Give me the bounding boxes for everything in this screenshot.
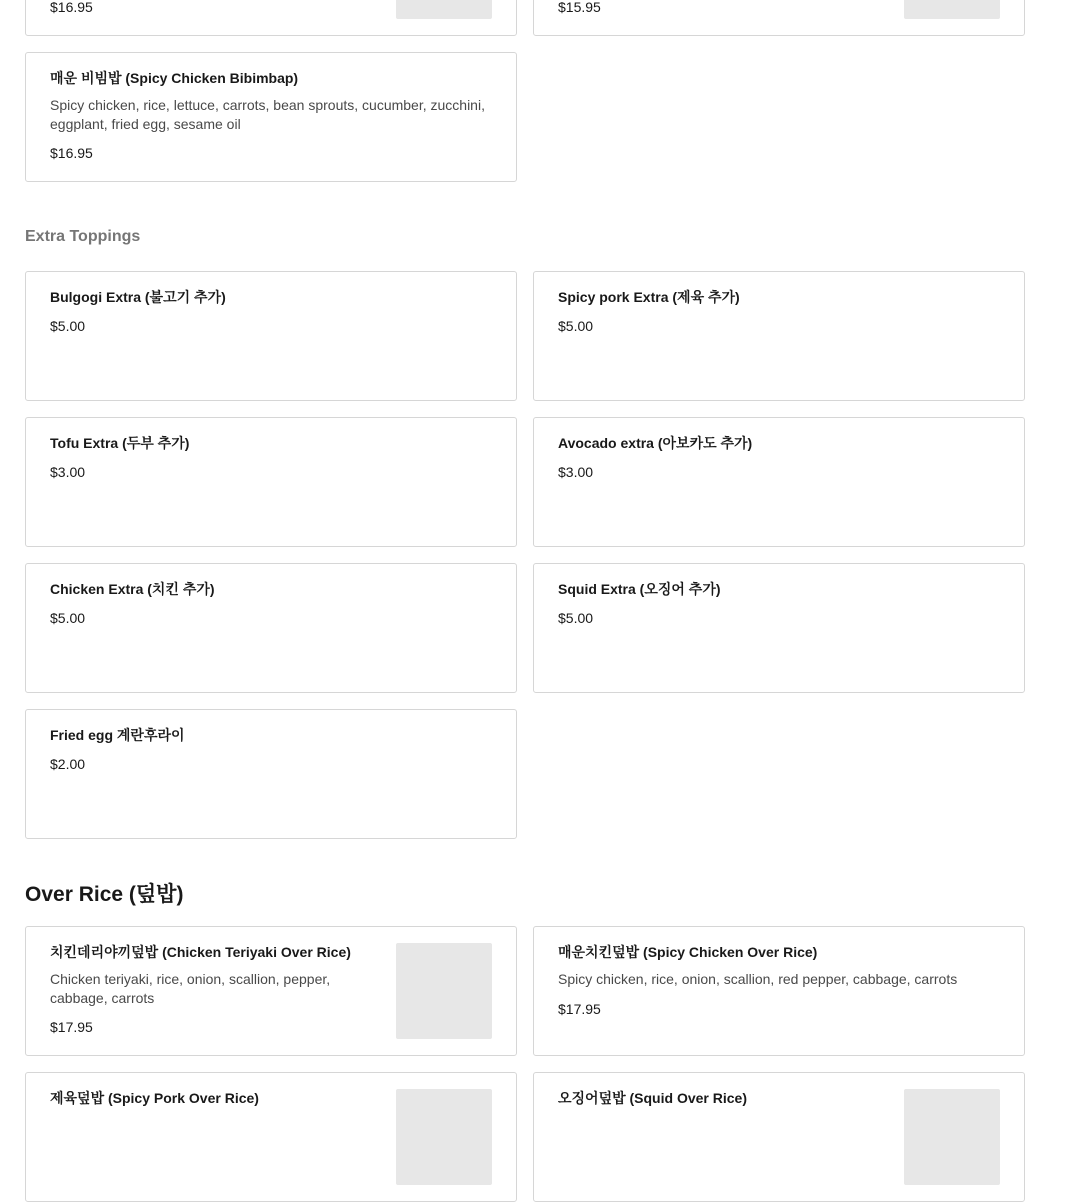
menu-item-name: 제육덮밥 (Spicy Pork Over Rice) — [50, 1090, 259, 1106]
menu-item-name: Squid Extra (오징어 추가) — [558, 581, 721, 597]
menu-item-card[interactable] — [25, 709, 517, 839]
menu-item-price: $2.00 — [50, 756, 86, 772]
menu-item-price: $17.95 — [50, 1019, 93, 1035]
menu-item-card[interactable] — [25, 926, 517, 1056]
menu-item-card[interactable] — [533, 926, 1025, 1056]
menu-item-name: Chicken Extra (치킨 추가) — [50, 581, 215, 597]
menu-item-card[interactable] — [25, 0, 517, 36]
menu-item-price: $3.00 — [558, 464, 594, 480]
menu-item-card[interactable] — [25, 52, 517, 182]
menu-item-price: $5.00 — [558, 318, 594, 334]
menu-item-card[interactable] — [533, 0, 1025, 36]
menu-item-image — [904, 0, 1000, 19]
menu-item-image — [904, 1089, 1000, 1185]
menu-item-image — [396, 1089, 492, 1185]
menu-item-price: $5.00 — [50, 318, 86, 334]
menu-item-card[interactable] — [25, 563, 517, 693]
menu-item-card[interactable] — [533, 417, 1025, 547]
menu-item-name: 오징어덮밥 (Squid Over Rice) — [558, 1090, 747, 1106]
menu-item-price: $16.95 — [50, 145, 93, 161]
menu-item-name: 매운 비빔밥 (Spicy Chicken Bibimbap) — [50, 70, 299, 86]
menu-item-price: $15.95 — [558, 0, 601, 15]
menu-item-name: 치킨데리야끼덮밥 (Chicken Teriyaki Over Rice) — [50, 944, 351, 960]
menu-item-card[interactable] — [25, 417, 517, 547]
menu-item-price: $17.95 — [558, 1000, 601, 1017]
menu-item-price: $5.00 — [558, 610, 594, 626]
menu-item-name: Fried egg 계란후라이 — [50, 727, 185, 743]
menu-item-name: Bulgogi Extra (불고기 추가) — [50, 289, 226, 305]
menu-item-price: $3.00 — [50, 464, 86, 480]
menu-item-name: Tofu Extra (두부 추가) — [50, 435, 190, 451]
menu-item-description: Chicken teriyaki, rice, onion, scallion, pepper, cabbage, carrots — [50, 971, 331, 1006]
menu-item-name: 매운치킨덮밥 (Spicy Chicken Over Rice) — [558, 944, 818, 960]
menu-item-name: Spicy pork Extra (제육 추가) — [558, 289, 740, 305]
menu-item-card[interactable] — [25, 1072, 517, 1202]
menu-item-price: $5.00 — [50, 610, 86, 626]
menu-item-image — [396, 0, 492, 19]
menu-item-card[interactable] — [533, 1072, 1025, 1202]
menu-item-card[interactable] — [25, 271, 517, 401]
section-title-over-rice: Over Rice (덮밥) — [25, 883, 184, 906]
menu-item-card[interactable] — [533, 563, 1025, 693]
menu-item-description: Spicy chicken, rice, onion, scallion, red pepper, cabbage, carrots — [558, 971, 958, 987]
section-title-extra-toppings: Extra Toppings — [25, 228, 141, 245]
menu-item-image — [396, 943, 492, 1039]
menu-item-description: Spicy chicken, rice, lettuce, carrots, bean sprouts, cucumber, zucchini, eggplant, fried egg, sesame oil — [50, 97, 485, 132]
menu-item-name: Avocado extra (아보카도 추가) — [558, 435, 753, 451]
menu-item-card[interactable] — [533, 271, 1025, 401]
menu-item-price: $16.95 — [50, 0, 93, 15]
